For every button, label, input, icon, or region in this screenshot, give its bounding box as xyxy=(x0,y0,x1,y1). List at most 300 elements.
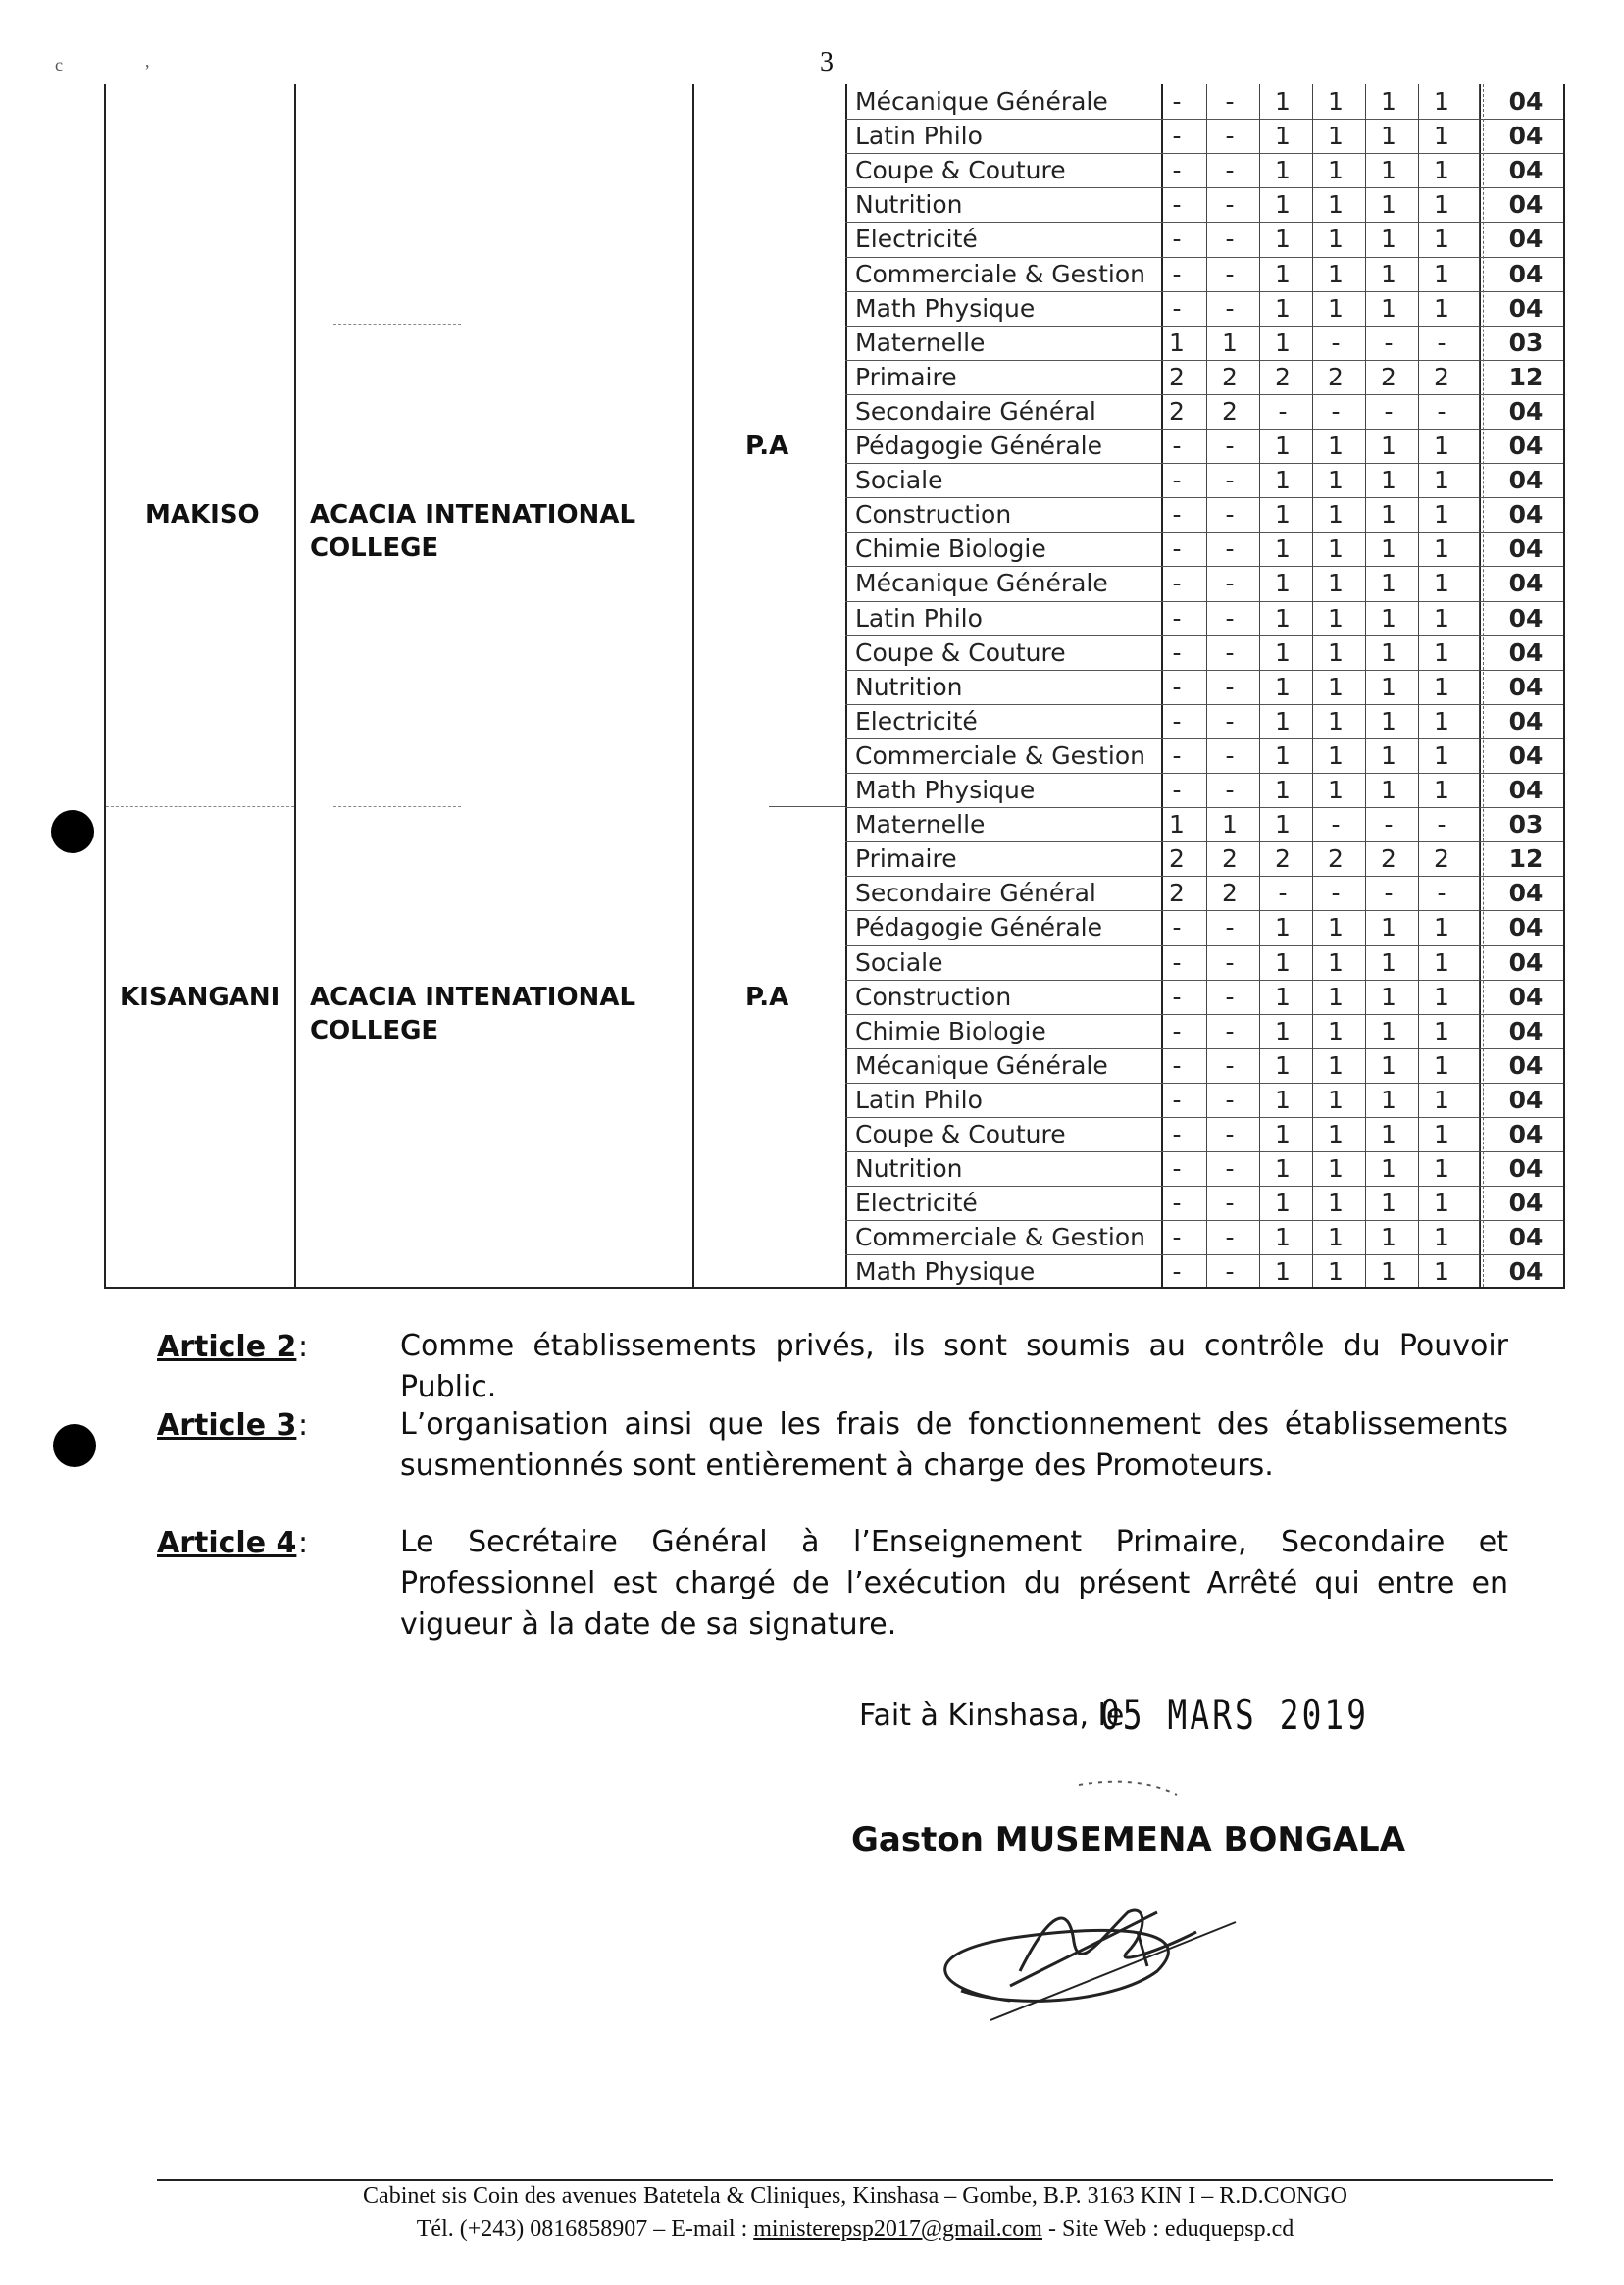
count-cell: 2 xyxy=(1328,844,1344,874)
count-cell: 1 xyxy=(1381,1085,1396,1114)
subject-cell: Latin Philo xyxy=(855,122,983,151)
count-cell: 1 xyxy=(1434,569,1449,598)
number-column-divider xyxy=(1418,84,1419,1287)
count-cell: 1 xyxy=(1275,328,1291,357)
count-cell: - xyxy=(1172,122,1182,151)
count-cell: 1 xyxy=(1275,156,1291,185)
count-cell: 1 xyxy=(1275,569,1291,598)
count-cell: 1 xyxy=(1328,706,1344,736)
subject-cell: Electricité xyxy=(855,1189,978,1218)
count-cell: 1 xyxy=(1434,1016,1449,1045)
count-cell: - xyxy=(1172,1154,1182,1184)
total-cell: 04 xyxy=(1508,672,1544,701)
school-name-line: COLLEGE xyxy=(310,1016,439,1045)
total-cell: 04 xyxy=(1508,225,1544,254)
count-cell: - xyxy=(1331,879,1341,908)
count-cell: 1 xyxy=(1381,1223,1396,1252)
total-cell: 04 xyxy=(1508,740,1544,770)
subject-cell: Secondaire Général xyxy=(855,879,1096,908)
footer-contact xyxy=(157,2216,1553,2243)
count-cell: 1 xyxy=(1275,466,1291,495)
count-cell: 1 xyxy=(1275,432,1291,460)
table-row xyxy=(106,532,1563,566)
count-cell: 1 xyxy=(1434,982,1449,1011)
count-cell: - xyxy=(1225,776,1235,804)
count-cell: 1 xyxy=(1328,1085,1344,1114)
subject-cell: Coupe & Couture xyxy=(855,156,1066,185)
count-cell: 1 xyxy=(1434,706,1449,736)
count-cell: - xyxy=(1225,1189,1235,1218)
count-cell: 1 xyxy=(1275,1223,1291,1252)
total-cell: 04 xyxy=(1508,1223,1544,1252)
article-colon: : xyxy=(298,1408,309,1443)
count-cell: 1 xyxy=(1275,225,1291,254)
total-cell: 04 xyxy=(1508,534,1544,564)
count-cell: 1 xyxy=(1434,913,1449,942)
number-column-divider xyxy=(1479,84,1480,1287)
count-cell: - xyxy=(1172,1016,1182,1045)
count-cell: 1 xyxy=(1434,259,1449,288)
count-cell: - xyxy=(1172,1189,1182,1218)
count-cell: 1 xyxy=(1275,500,1291,530)
total-cell: 04 xyxy=(1508,637,1544,667)
count-cell: 1 xyxy=(1381,1189,1396,1218)
total-cell: 04 xyxy=(1508,432,1544,460)
total-cell: 04 xyxy=(1508,500,1544,530)
subject-cell: Latin Philo xyxy=(855,603,983,633)
school-name-line: COLLEGE xyxy=(310,533,439,563)
count-cell: 1 xyxy=(1381,156,1396,185)
count-cell: 1 xyxy=(1381,569,1396,598)
punch-hole-mark xyxy=(51,810,94,853)
count-cell: 2 xyxy=(1222,396,1238,426)
count-cell: - xyxy=(1225,1085,1235,1114)
count-cell: 1 xyxy=(1434,1154,1449,1184)
count-cell: 1 xyxy=(1328,122,1344,151)
count-cell: - xyxy=(1278,396,1288,426)
count-cell: 1 xyxy=(1381,190,1396,220)
count-cell: - xyxy=(1331,328,1341,357)
table-row xyxy=(106,1220,1563,1254)
subject-cell: Electricité xyxy=(855,225,978,254)
count-cell: - xyxy=(1225,1223,1235,1252)
count-cell: 1 xyxy=(1381,637,1396,667)
count-cell: 1 xyxy=(1381,740,1396,770)
table-row xyxy=(106,257,1563,291)
count-cell: - xyxy=(1172,534,1182,564)
count-cell: 1 xyxy=(1434,156,1449,185)
count-cell: 1 xyxy=(1381,293,1396,323)
total-cell: 04 xyxy=(1508,259,1544,288)
subject-cell: Math Physique xyxy=(855,776,1036,804)
subject-cell: Math Physique xyxy=(855,293,1036,323)
count-cell: 1 xyxy=(1434,534,1449,564)
count-cell: 1 xyxy=(1328,500,1344,530)
count-cell: - xyxy=(1278,879,1288,908)
count-cell: 1 xyxy=(1328,740,1344,770)
article-2-text: Comme établissements privés, ils sont soumis au contrôle du Pouvoir Public. xyxy=(400,1329,1508,1404)
subject-cell: Electricité xyxy=(855,706,978,736)
total-cell: 04 xyxy=(1508,1016,1544,1045)
count-cell: 1 xyxy=(1434,1120,1449,1148)
table-row xyxy=(106,1151,1563,1186)
subject-cell: Mécanique Générale xyxy=(855,87,1108,116)
count-cell: - xyxy=(1225,225,1235,254)
count-cell: 1 xyxy=(1328,1154,1344,1184)
count-cell: 2 xyxy=(1169,844,1185,874)
place-line: Fait à Kinshasa, le xyxy=(859,1699,1125,1733)
table-row xyxy=(106,773,1563,807)
count-cell: 1 xyxy=(1434,466,1449,495)
count-cell: - xyxy=(1225,740,1235,770)
number-column-divider xyxy=(1365,84,1366,1287)
total-cell: 04 xyxy=(1508,879,1544,908)
count-cell: - xyxy=(1331,396,1341,426)
count-cell: 1 xyxy=(1434,637,1449,667)
count-cell: 1 xyxy=(1275,259,1291,288)
subject-cell: Sociale xyxy=(855,947,943,977)
subject-cell: Chimie Biologie xyxy=(855,1016,1046,1045)
count-cell: 1 xyxy=(1434,947,1449,977)
table-row xyxy=(106,601,1563,635)
count-cell: 1 xyxy=(1275,913,1291,942)
count-cell: - xyxy=(1172,87,1182,116)
count-cell: - xyxy=(1172,156,1182,185)
count-cell: 2 xyxy=(1434,362,1449,391)
table-row xyxy=(106,497,1563,532)
count-cell: 2 xyxy=(1328,362,1344,391)
total-cell: 04 xyxy=(1508,1085,1544,1114)
count-cell: 1 xyxy=(1328,672,1344,701)
count-cell: - xyxy=(1172,1120,1182,1148)
type-makiso: P.A xyxy=(745,432,789,461)
count-cell: 2 xyxy=(1381,844,1396,874)
count-cell: 1 xyxy=(1275,637,1291,667)
total-cell: 04 xyxy=(1508,1189,1544,1218)
count-cell: 1 xyxy=(1381,225,1396,254)
count-cell: 1 xyxy=(1328,466,1344,495)
total-cell: 04 xyxy=(1508,396,1544,426)
count-cell: 1 xyxy=(1328,1050,1344,1080)
count-cell: - xyxy=(1225,466,1235,495)
count-cell: 1 xyxy=(1434,122,1449,151)
footer-address: Cabinet sis Coin des avenues Batetela & Cliniques, Kinshasa – Gombe, B.P. 3163 KIN I – R.D.CONGO xyxy=(363,2183,1347,2209)
count-cell: - xyxy=(1225,637,1235,667)
count-cell: - xyxy=(1437,879,1446,908)
subject-cell: Latin Philo xyxy=(855,1085,983,1114)
table-row xyxy=(106,119,1563,153)
count-cell: 1 xyxy=(1328,776,1344,804)
count-cell: - xyxy=(1225,500,1235,530)
count-cell: 2 xyxy=(1275,844,1291,874)
count-cell: - xyxy=(1225,122,1235,151)
total-cell: 03 xyxy=(1508,328,1544,357)
count-cell: 1 xyxy=(1381,1257,1396,1287)
count-cell: 1 xyxy=(1328,432,1344,460)
count-cell: 1 xyxy=(1275,672,1291,701)
count-cell: 2 xyxy=(1169,362,1185,391)
count-cell: - xyxy=(1172,947,1182,977)
count-cell: 2 xyxy=(1169,396,1185,426)
count-cell: - xyxy=(1172,1257,1182,1287)
count-cell: 1 xyxy=(1275,1257,1291,1287)
count-cell: - xyxy=(1225,706,1235,736)
table-row xyxy=(106,566,1563,600)
table-row xyxy=(106,1083,1563,1117)
total-cell: 04 xyxy=(1508,706,1544,736)
city-makiso: MAKISO xyxy=(145,500,260,530)
city-kisangani: KISANGANI xyxy=(120,983,280,1012)
table-row xyxy=(106,187,1563,222)
count-cell: 1 xyxy=(1434,1085,1449,1114)
total-cell: 04 xyxy=(1508,293,1544,323)
count-cell: 1 xyxy=(1328,1016,1344,1045)
table-row xyxy=(106,704,1563,738)
count-cell: 1 xyxy=(1328,534,1344,564)
count-cell: - xyxy=(1172,706,1182,736)
subject-cell: Nutrition xyxy=(855,672,963,701)
count-cell: 2 xyxy=(1381,362,1396,391)
count-cell: - xyxy=(1384,328,1394,357)
count-cell: - xyxy=(1225,293,1235,323)
count-cell: 1 xyxy=(1381,1050,1396,1080)
subject-cell: Secondaire Général xyxy=(855,396,1096,426)
count-cell: 1 xyxy=(1381,500,1396,530)
number-column-divider xyxy=(1206,84,1207,1287)
count-cell: 1 xyxy=(1381,432,1396,460)
count-cell: 1 xyxy=(1169,810,1185,839)
count-cell: 1 xyxy=(1381,534,1396,564)
footer-phone: Tél. (+243) 0816858907 – E-mail : xyxy=(416,2216,754,2242)
count-cell: 1 xyxy=(1381,982,1396,1011)
table-row xyxy=(106,84,1563,119)
count-cell: - xyxy=(1172,466,1182,495)
count-cell: 1 xyxy=(1381,122,1396,151)
footer-email: ministerepsp2017@gmail.com xyxy=(753,2216,1042,2242)
count-cell: - xyxy=(1225,603,1235,633)
count-cell: 1 xyxy=(1328,637,1344,667)
count-cell: 1 xyxy=(1381,706,1396,736)
margin-mark: c xyxy=(55,55,63,75)
count-cell: 1 xyxy=(1328,947,1344,977)
count-cell: - xyxy=(1225,259,1235,288)
number-column-divider xyxy=(1312,84,1313,1287)
count-cell: 1 xyxy=(1275,1120,1291,1148)
count-cell: 1 xyxy=(1328,225,1344,254)
count-cell: 1 xyxy=(1275,1050,1291,1080)
subject-cell: Maternelle xyxy=(855,328,986,357)
punch-hole-mark xyxy=(53,1424,96,1467)
count-cell: 1 xyxy=(1328,913,1344,942)
count-cell: - xyxy=(1384,879,1394,908)
table-row xyxy=(106,876,1563,910)
count-cell: - xyxy=(1172,190,1182,220)
count-cell: - xyxy=(1225,982,1235,1011)
count-cell: 1 xyxy=(1434,672,1449,701)
count-cell: 1 xyxy=(1328,87,1344,116)
count-cell: 2 xyxy=(1434,844,1449,874)
schools-table xyxy=(104,84,1565,1289)
count-cell: 1 xyxy=(1381,1016,1396,1045)
count-cell: - xyxy=(1225,1120,1235,1148)
school-name-line: ACACIA INTENATIONAL xyxy=(310,983,636,1012)
count-cell: - xyxy=(1172,1085,1182,1114)
count-cell: 1 xyxy=(1275,1016,1291,1045)
table-row xyxy=(106,807,1563,841)
count-cell: - xyxy=(1225,1154,1235,1184)
type-kisangani: P.A xyxy=(745,983,789,1012)
footer-rule xyxy=(157,2179,1553,2181)
table-row xyxy=(106,326,1563,360)
count-cell: - xyxy=(1384,810,1394,839)
article-4-text: Le Secrétaire Général à l’Enseignement Primaire, Secondaire et Professionnel est chargé de l’exécution du présent Arrêté qui entre en vigueur à la date de sa signature. xyxy=(400,1525,1508,1642)
subject-cell: Primaire xyxy=(855,362,957,391)
subject-cell: Coupe & Couture xyxy=(855,637,1066,667)
margin-mark: , xyxy=(145,51,150,71)
total-cell: 04 xyxy=(1508,1154,1544,1184)
count-cell: 1 xyxy=(1381,1120,1396,1148)
count-cell: - xyxy=(1437,328,1446,357)
count-cell: - xyxy=(1172,603,1182,633)
count-cell: 1 xyxy=(1381,947,1396,977)
page-number: 3 xyxy=(820,47,834,77)
subject-cell: Maternelle xyxy=(855,810,986,839)
count-cell: 1 xyxy=(1275,534,1291,564)
count-cell: 2 xyxy=(1222,362,1238,391)
table-row xyxy=(106,910,1563,944)
count-cell: 1 xyxy=(1381,259,1396,288)
total-cell: 04 xyxy=(1508,982,1544,1011)
subject-cell: Commerciale & Gestion xyxy=(855,1223,1145,1252)
total-cell: 04 xyxy=(1508,122,1544,151)
count-cell: 1 xyxy=(1275,982,1291,1011)
count-cell: 1 xyxy=(1275,603,1291,633)
table-row xyxy=(106,153,1563,187)
count-cell: 1 xyxy=(1275,810,1291,839)
number-column-divider xyxy=(1259,84,1260,1287)
subject-cell: Commerciale & Gestion xyxy=(855,259,1145,288)
count-cell: - xyxy=(1172,225,1182,254)
article-3-label: Article 3 xyxy=(157,1408,297,1443)
count-cell: 1 xyxy=(1328,603,1344,633)
count-cell: 1 xyxy=(1434,432,1449,460)
count-cell: 1 xyxy=(1275,190,1291,220)
count-cell: 1 xyxy=(1328,1223,1344,1252)
count-cell: 1 xyxy=(1275,740,1291,770)
count-cell: 1 xyxy=(1328,190,1344,220)
table-row xyxy=(106,1254,1563,1289)
count-cell: - xyxy=(1172,913,1182,942)
subject-cell: Sociale xyxy=(855,466,943,495)
count-cell: 1 xyxy=(1381,466,1396,495)
count-cell: 1 xyxy=(1381,87,1396,116)
count-cell: - xyxy=(1172,293,1182,323)
count-cell: 1 xyxy=(1275,122,1291,151)
count-cell: 1 xyxy=(1275,947,1291,977)
signer-name: Gaston MUSEMENA BONGALA xyxy=(851,1820,1406,1859)
count-cell: 1 xyxy=(1328,1257,1344,1287)
count-cell: 1 xyxy=(1328,1120,1344,1148)
article-colon: : xyxy=(298,1330,309,1364)
handwritten-signature xyxy=(902,1765,1314,2059)
table-row xyxy=(106,738,1563,773)
count-cell: 1 xyxy=(1434,603,1449,633)
total-cell: 03 xyxy=(1508,810,1544,839)
subject-cell: Commerciale & Gestion xyxy=(855,740,1145,770)
count-cell: - xyxy=(1225,1257,1235,1287)
total-cell: 04 xyxy=(1508,776,1544,804)
count-cell: - xyxy=(1225,190,1235,220)
total-cell: 04 xyxy=(1508,156,1544,185)
count-cell: 1 xyxy=(1328,1189,1344,1218)
total-cell: 04 xyxy=(1508,190,1544,220)
count-cell: 1 xyxy=(1275,1085,1291,1114)
count-cell: 2 xyxy=(1222,844,1238,874)
table-row xyxy=(106,360,1563,394)
count-cell: 1 xyxy=(1328,293,1344,323)
count-cell: - xyxy=(1225,87,1235,116)
total-cell: 04 xyxy=(1508,1257,1544,1287)
count-cell: 2 xyxy=(1222,879,1238,908)
count-cell: 1 xyxy=(1434,1223,1449,1252)
count-cell: - xyxy=(1172,500,1182,530)
count-cell: - xyxy=(1331,810,1341,839)
total-cell: 04 xyxy=(1508,87,1544,116)
count-cell: 1 xyxy=(1275,1189,1291,1218)
count-cell: 1 xyxy=(1275,706,1291,736)
count-cell: 1 xyxy=(1328,156,1344,185)
count-cell: 1 xyxy=(1328,569,1344,598)
count-cell: 2 xyxy=(1169,879,1185,908)
count-cell: - xyxy=(1225,432,1235,460)
subject-cell: Pédagogie Générale xyxy=(855,432,1102,460)
count-cell: - xyxy=(1172,740,1182,770)
count-cell: 1 xyxy=(1381,776,1396,804)
school-name-line: ACACIA INTENATIONAL xyxy=(310,500,636,530)
subject-cell: Mécanique Générale xyxy=(855,1050,1108,1080)
count-cell: 1 xyxy=(1434,776,1449,804)
count-cell: 1 xyxy=(1275,776,1291,804)
count-cell: - xyxy=(1225,947,1235,977)
count-cell: 1 xyxy=(1434,740,1449,770)
total-cell: 12 xyxy=(1508,362,1544,391)
count-cell: - xyxy=(1384,396,1394,426)
count-cell: 1 xyxy=(1434,87,1449,116)
total-cell: 04 xyxy=(1508,466,1544,495)
date-stamp: 05 MARS 2019 xyxy=(1100,1691,1370,1739)
count-cell: - xyxy=(1172,259,1182,288)
count-cell: 1 xyxy=(1434,293,1449,323)
total-cell: 04 xyxy=(1508,569,1544,598)
total-cell: 04 xyxy=(1508,1120,1544,1148)
count-cell: - xyxy=(1172,982,1182,1011)
count-cell: - xyxy=(1225,1050,1235,1080)
subject-cell: Construction xyxy=(855,982,1012,1011)
count-cell: - xyxy=(1437,396,1446,426)
count-cell: - xyxy=(1225,569,1235,598)
total-cell: 04 xyxy=(1508,603,1544,633)
table-row xyxy=(106,394,1563,429)
count-cell: 1 xyxy=(1381,672,1396,701)
table-row xyxy=(106,670,1563,704)
subject-cell: Mécanique Générale xyxy=(855,569,1108,598)
count-cell: - xyxy=(1225,534,1235,564)
total-cell: 04 xyxy=(1508,947,1544,977)
table-row xyxy=(106,463,1563,497)
article-2-label: Article 2 xyxy=(157,1330,297,1364)
count-cell: 1 xyxy=(1275,1154,1291,1184)
table-row xyxy=(106,1014,1563,1048)
